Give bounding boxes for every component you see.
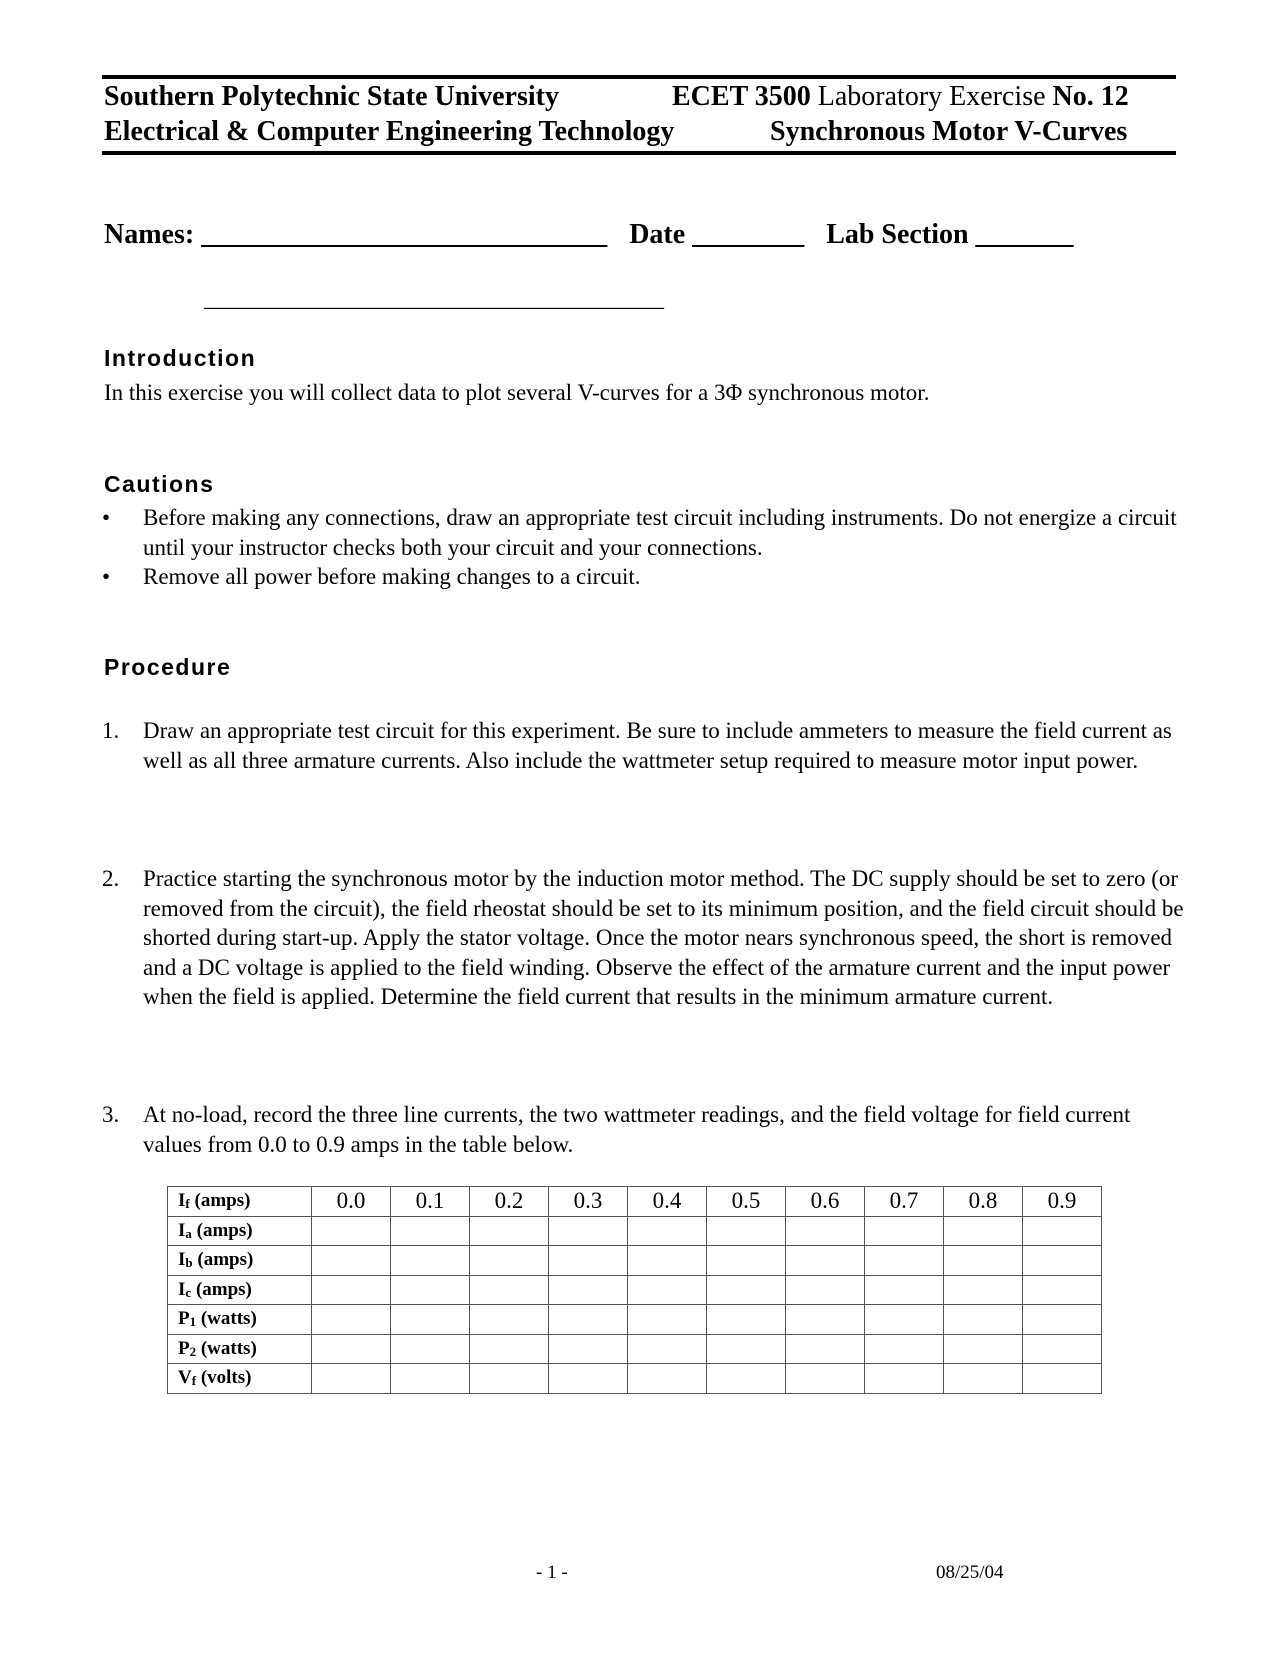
department-name: Electrical & Computer Engineering Technology [104, 116, 675, 147]
table-cell[interactable] [865, 1246, 944, 1276]
table-cell[interactable] [707, 1364, 786, 1394]
table-cell[interactable] [865, 1305, 944, 1335]
lab-label: Laboratory Exercise [817, 81, 1046, 112]
table-cell[interactable] [1023, 1246, 1102, 1276]
table-cell[interactable] [391, 1334, 470, 1364]
table-cell[interactable] [786, 1364, 865, 1394]
field-current-header: 0.1 [391, 1187, 470, 1217]
university-name: Southern Polytechnic State University [104, 81, 559, 112]
procedure-heading: Procedure [104, 654, 232, 680]
table-cell[interactable] [549, 1334, 628, 1364]
table-cell[interactable] [470, 1216, 549, 1246]
names-row [104, 219, 1074, 251]
table-cell[interactable] [944, 1334, 1023, 1364]
header-top-rule [102, 75, 1176, 79]
table-cell[interactable] [707, 1216, 786, 1246]
table-cell[interactable] [944, 1305, 1023, 1335]
caution-text: Before making any connections, draw an appropriate test circuit including instruments. Do not energize a circuit until your instructor checks both your circuit and your connections. [143, 505, 1177, 560]
table-row [168, 1364, 1102, 1394]
table-cell[interactable] [549, 1275, 628, 1305]
table-cell[interactable] [549, 1305, 628, 1335]
table-row [168, 1187, 1102, 1217]
header-bottom-rule [102, 151, 1176, 155]
table-cell[interactable] [707, 1246, 786, 1276]
field-current-header: 0.3 [549, 1187, 628, 1217]
table-cell[interactable] [470, 1246, 549, 1276]
table-cell[interactable] [312, 1364, 391, 1394]
step-text: At no-load, record the three line currents, the two wattmeter readings, and the field voltage for field current values from 0.0 to 0.9 amps in the table below. [143, 1102, 1131, 1157]
page-number: - 1 - [536, 1562, 568, 1583]
lab-section-blank[interactable]: _______ [975, 219, 1074, 250]
table-cell[interactable] [865, 1334, 944, 1364]
table-row [168, 1305, 1102, 1335]
table-cell[interactable] [391, 1246, 470, 1276]
table-cell[interactable] [312, 1216, 391, 1246]
field-current-header: 0.7 [865, 1187, 944, 1217]
row-label: $I_c$ (amps) [168, 1275, 312, 1305]
field-current-header: 0.8 [944, 1187, 1023, 1217]
table-cell[interactable] [312, 1334, 391, 1364]
introduction-heading: Introduction [104, 345, 257, 371]
table-row [168, 1334, 1102, 1364]
step-text: Draw an appropriate test circuit for this experiment. Be sure to include ammeters to measure the field current as well as all three armature currents. Also include the wattmeter setup required to measure motor input power. [143, 718, 1172, 773]
caution-text: Remove all power before making changes to a circuit. [143, 564, 641, 589]
step-number: 1. [102, 718, 120, 743]
table-cell[interactable] [786, 1334, 865, 1364]
table-cell[interactable] [391, 1275, 470, 1305]
footer-date: 08/25/04 [936, 1562, 1004, 1583]
table-cell[interactable] [312, 1275, 391, 1305]
lab-number: No. 12 [1052, 81, 1129, 112]
row-label: $P_1$ (watts) [168, 1305, 312, 1335]
step-number: 2. [102, 866, 120, 891]
table-cell[interactable] [470, 1364, 549, 1394]
step-text: Practice starting the synchronous motor by the induction motor method. The DC supply should be set to zero (or removed from the circuit), the field rheostat should be set to its minimum position, and the field circuit should be shorted during start-up. Apply the stator voltage. Once the motor nears synchronous speed, the short is removed and a DC voltage is applied to the field winding. Observe the effect of the armature current and the input power when the field is applied. Determine the field current that results in the minimum armature current. [143, 866, 1184, 1009]
row-label: $I_f$ (amps) [168, 1187, 312, 1217]
table-cell[interactable] [707, 1275, 786, 1305]
table-row [168, 1275, 1102, 1305]
procedure-step [102, 864, 1192, 1012]
step-number: 3. [102, 1102, 120, 1127]
table-cell[interactable] [786, 1275, 865, 1305]
table-cell[interactable] [786, 1246, 865, 1276]
names-blank[interactable]: _____________________________ [201, 219, 608, 250]
procedure-step [102, 716, 1192, 775]
table-cell[interactable] [944, 1364, 1023, 1394]
row-label: $P_2$ (watts) [168, 1334, 312, 1364]
table-cell[interactable] [549, 1216, 628, 1246]
table-row [168, 1246, 1102, 1276]
table-cell[interactable] [865, 1364, 944, 1394]
table-cell[interactable] [312, 1246, 391, 1276]
course-code: ECET 3500 [672, 81, 811, 112]
row-label: $V_f$ (volts) [168, 1364, 312, 1394]
caution-item [102, 503, 1182, 562]
table-cell[interactable] [865, 1275, 944, 1305]
table-cell[interactable] [1023, 1364, 1102, 1394]
table-cell[interactable] [391, 1305, 470, 1335]
table-cell[interactable] [549, 1246, 628, 1276]
row-label: $I_b$ (amps) [168, 1246, 312, 1276]
lab-section-label: Lab Section [826, 219, 969, 250]
bullet-icon: • [102, 505, 111, 530]
lab-title: Synchronous Motor V-Curves [770, 116, 1128, 147]
date-blank[interactable]: ________ [692, 219, 805, 250]
table-cell[interactable] [944, 1275, 1023, 1305]
names-label: Names: [104, 219, 195, 250]
table-cell[interactable] [628, 1334, 707, 1364]
table-cell[interactable] [865, 1216, 944, 1246]
table-cell[interactable] [1023, 1305, 1102, 1335]
introduction-text: In this exercise you will collect data to plot several V-curves for a 3Φ synchronous motor. [104, 380, 930, 405]
table-cell[interactable] [1023, 1334, 1102, 1364]
table-cell[interactable] [944, 1216, 1023, 1246]
table-cell[interactable] [549, 1364, 628, 1394]
row-label: $I_a$ (amps) [168, 1216, 312, 1246]
table-cell[interactable] [1023, 1275, 1102, 1305]
field-current-header: 0.5 [707, 1187, 786, 1217]
table-cell[interactable] [786, 1216, 865, 1246]
table-cell[interactable] [707, 1334, 786, 1364]
procedure-step [102, 1100, 1192, 1159]
table-cell[interactable] [391, 1216, 470, 1246]
table-cell[interactable] [628, 1216, 707, 1246]
table-row [168, 1216, 1102, 1246]
table-cell[interactable] [470, 1275, 549, 1305]
field-current-header: 0.9 [1023, 1187, 1102, 1217]
table-cell[interactable] [391, 1364, 470, 1394]
table-cell[interactable] [1023, 1216, 1102, 1246]
bullet-icon: • [102, 564, 111, 589]
second-names-blank[interactable]: ________________________________________ [204, 286, 664, 311]
table-cell[interactable] [628, 1246, 707, 1276]
table-cell[interactable] [707, 1305, 786, 1335]
table-cell[interactable] [470, 1305, 549, 1335]
caution-item [102, 562, 1182, 592]
table-cell[interactable] [312, 1305, 391, 1335]
data-table [167, 1186, 1102, 1394]
lab-exercise-label [672, 81, 1129, 113]
table-cell[interactable] [470, 1334, 549, 1364]
field-current-header: 0.4 [628, 1187, 707, 1217]
table-cell[interactable] [628, 1364, 707, 1394]
date-label: Date [629, 219, 686, 250]
field-current-header: 0.6 [786, 1187, 865, 1217]
table-cell[interactable] [628, 1275, 707, 1305]
field-current-header: 0.0 [312, 1187, 391, 1217]
table-cell[interactable] [786, 1305, 865, 1335]
table-cell[interactable] [944, 1246, 1023, 1276]
field-current-header: 0.2 [470, 1187, 549, 1217]
table-cell[interactable] [628, 1305, 707, 1335]
cautions-heading: Cautions [104, 471, 215, 497]
